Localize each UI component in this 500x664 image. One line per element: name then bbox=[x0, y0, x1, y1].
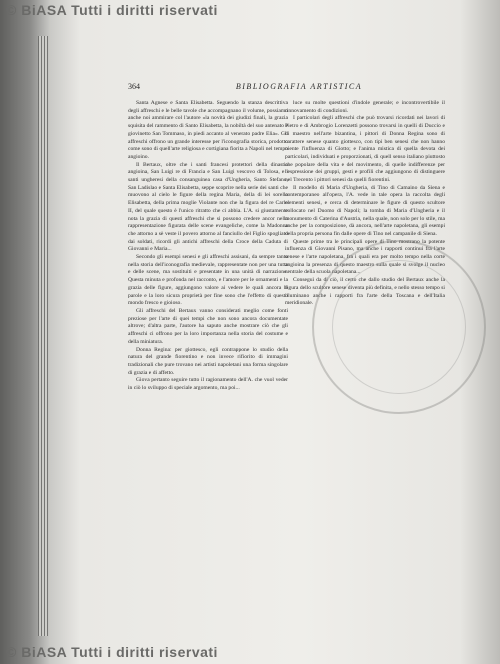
paragraph: Donna Regina: per giottesco, egli contrappone lo studio della natura del grande fiorentino e non invece rifiorito di immagini tradizionali che pure trovano nei artisti napoletani una forma singolare di grazia e di affetto. bbox=[128, 346, 288, 376]
watermark-top: © BiASA Tutti i diritti riservati bbox=[6, 2, 218, 18]
paragraph: Il modello di Maria d'Ungheria, di Tino di Camaino da Siena e contemporaneo all'opera, l'A. vede in tale opera la raccolta degli elementi senesi, e cerca di determinare le figure di questo scultore collocato nel Duomo di Napoli; la tomba di Maria d'Ungheria e il monumento di Caterina d'Austria, nella quale, non solo per lo stile, ma anche per la composizione, dà ancora, nell'arte napoletana, gli esempi della propria persona fin dalle opere di Tino nel campanile di Siena. bbox=[285, 184, 445, 237]
paragraph: Gli affreschi del Bertaux vanno considerati meglio come fonti preziose per l'arte di quei tempi che non sono ancora documentate altrove; d'altra parte, l'autore ha saputo anche mostrare ciò che gli affreschi ci offrono per la loro importanza nella storia del costume e della miniatura. bbox=[128, 307, 288, 345]
text-column-right bbox=[285, 100, 445, 600]
book-page-edges bbox=[38, 36, 48, 636]
page-header bbox=[128, 82, 470, 96]
paragraph: luce su molte questioni d'indole generale; e incontrovertibile il rinnovamento di condizioni. bbox=[285, 100, 445, 114]
paragraph: Secondo gli esempi senesi e gli affreschi assisani, da sempre tanto nella storia dell'iconografia medievale, rappresentate non per una tutta e delle scene, ma sostituiti e presentate in una unità di narrazione. Questa minuta e profonda nel racconto, e l'amore per le ornamenti e la grazia delle figure, aggiungono valore ai vedere le quali ancora le parole e la loro sicura proprietà per fine sono che l'effetto di questo mondo fresco e gioioso. bbox=[128, 254, 288, 307]
watermark-bottom: © BiASA Tutti i diritti riservati bbox=[6, 644, 218, 660]
paragraph: Giova pertanto seguire tutto il ragionamento dell'A. che vuol veder in ciò lo sviluppo di speciale argomento, ma poi... bbox=[128, 377, 288, 392]
paragraph: Il Bertaux, oltre che i santi francesi protettori della dinastia angioina, San Luigi re di Francia e San Luigi vescovo di Tolosa, e i santi ungheresi della consanguinea casa d'Ungheria, Santo Stefano, San Ladislao e Santa Elisabetta, seppe scoprire nella serie dei santi che muovono al cielo le figure della regina Maria, della di lei sorella Elisabetta, della prima moglie Violante non che la figura del re Carlo II, del quale questo è l'unico ritratto che ci abbia. L'A. si giustamente nota la grazia di questi affreschi che si possono credere ancor nella rappresentazione figurata delle scene evangeliche, come la Madonna che attorno a sè veste il povero attorno al fanciullo del Figlio spogliato dai soldati, ricordi gli antichi affreschi della Croce della Caduta di Giovanni e Maria... bbox=[128, 161, 288, 253]
paragraph: Santa Agnese e Santa Elisabetta. Seguendo la stanza descrittiva degli affreschi e le belle tavole che accompagnano il volume, possiamo anche noi ammirare col l'autore «la novità dei giudizi finali, la grazia squisita del rammento di Santo Elisabetta, la nobiltà del suo antenato e giovinetto San Tommaso, in piedi accanto al venerato padre Elia». Gli affreschi offrono un grande interesse per l'iconografia storica, prodotto come sono di quell'arte religiosa e cortigiana fiorita a Napoli nel tempo angioino. bbox=[128, 100, 288, 160]
paragraph: I particolari degli affreschi che può trovarsi ricordati nei lavori di Pietro e di Ambrogio Lorenzetti possono trovarsi in quelli di Duccio e di maestro nell'arte bizantina, i pittori di Donna Regina sono di carattere senese quanto giottesco, con tipi ben senesi che non hanno niente l'influenza di Giotto; e l'anima mistica di quella devota dei particolari, individuati e proporzionati, di quell senso italiano piuttosto che popolare della vita e del movimento, di quelle indifferenze per l'espressione dei gruppi, gesti e profili che aggiungono di distinguere nel Trecento i pittori senesi da quelli fiorentini. bbox=[285, 115, 445, 184]
text-column-left bbox=[128, 100, 288, 600]
page-number: 364 bbox=[128, 82, 140, 91]
paragraph: Conseguì da di ciò, il certo che dallo studio del Bertaux anche la figura dello scultore senese diventa più definita, e nello stesso tempo si illuminano anche i rapporti fra l'arte della Toscana e dell'Italia meridionale. bbox=[285, 277, 445, 307]
running-title: BIBLIOGRAFIA ARTISTICA bbox=[235, 82, 363, 91]
paragraph: Queste prime tra le principali opere di Tino mostrano la potente influenza di Giovanni Pisano, ma anche i rapporti continui fra l'arte senese e l'arte napoletana, fra i quali era per molto tempo nella corte angioina la presenza di questo maestro sulla quale si svolge il nucleo centrale della scuola napoletana... bbox=[285, 238, 445, 276]
